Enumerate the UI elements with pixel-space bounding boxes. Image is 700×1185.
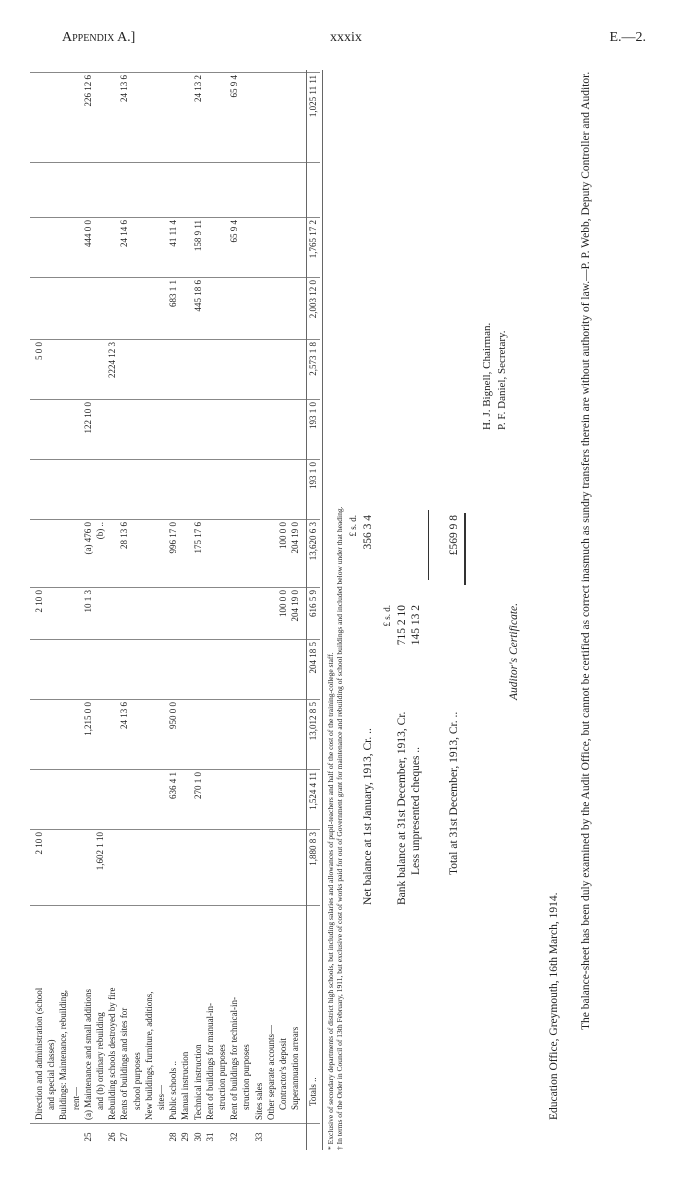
- amount-cell: 24 13 6: [119, 702, 130, 729]
- row-description: and (b) ordinary rebuilding: [95, 1012, 105, 1110]
- total-amount: 13,012 8 5: [308, 702, 319, 741]
- line-number: 28: [168, 1132, 179, 1142]
- ledger-table: [30, 70, 350, 1150]
- amount-cell: 1,602 1 10: [95, 832, 105, 871]
- amount-cell: 270 1 0: [192, 772, 203, 799]
- row-description: sites—: [156, 1084, 166, 1110]
- line-number: 26: [107, 1132, 118, 1142]
- row-description: struction purposes: [217, 1044, 227, 1110]
- table-row: [217, 70, 229, 1150]
- amount-cell: 24 14 6: [119, 220, 130, 247]
- amount-cell: 65 9 4: [229, 75, 240, 98]
- table-row: [180, 70, 192, 1150]
- line-number: 31: [204, 1132, 215, 1142]
- currency-header-1: £ s. d.: [348, 515, 358, 537]
- footnotes: [326, 70, 345, 1150]
- table-row: [229, 70, 241, 1150]
- amount-cell: 2 10 0: [34, 590, 44, 613]
- bank-balance-label: Bank balance at 31st December, 1913, Cr.: [396, 711, 408, 905]
- total-amount: 193 1 0: [308, 462, 319, 489]
- amount-cell: 204 19 0: [290, 590, 301, 622]
- amount-cell: 24 13 2: [192, 75, 203, 102]
- amount-cell: 158 9 11: [192, 220, 203, 252]
- amount-cell: 41 11 4: [168, 220, 179, 247]
- line-number: 33: [253, 1132, 264, 1142]
- total-amount: 1,880 8 3: [308, 832, 319, 866]
- amount-cell: 445 18 6: [192, 280, 203, 312]
- sum-rule: [428, 510, 429, 580]
- total-amount: 2,573 1 8: [308, 342, 319, 376]
- chairman-signature: H. J. Bignell, Chairman.: [481, 322, 493, 430]
- totals-label: Totals ..: [308, 1077, 319, 1106]
- table-row: [205, 70, 217, 1150]
- amount-cell: (a) 476 0: [82, 522, 93, 555]
- row-description: Other separate accounts—: [265, 1025, 276, 1120]
- amount-cell: 10 1 3: [82, 590, 93, 613]
- totals-bottom-rule: [322, 70, 323, 1150]
- total-balance-amount: £569 9 8: [448, 515, 460, 556]
- table-row: [132, 70, 144, 1150]
- balance-statement: [348, 445, 488, 905]
- table-row: [46, 70, 58, 1150]
- row-description: and special classes): [46, 1039, 57, 1110]
- amount-cell: 2 10 0: [34, 832, 44, 855]
- table-row: [156, 70, 168, 1150]
- line-number: 32: [229, 1132, 240, 1142]
- currency-header-2: £ s. d.: [382, 605, 392, 627]
- totals-top-rule: [306, 70, 307, 1150]
- net-balance-amount: 356 3 4: [362, 515, 374, 550]
- row-description: Direction and administration (school: [34, 987, 44, 1120]
- amount-cell: 28 13 6: [119, 522, 130, 549]
- auditor-certificate-title: Auditor's Certificate.: [508, 602, 520, 700]
- signature-block: [480, 323, 510, 430]
- row-description: rent—: [70, 1087, 81, 1110]
- audit-certificate-text: The balance-sheet has been duly examined by the Audit Office, but cannot be certified as correct inasmuch as sundry transfers therein are without authority of law.—P. P. Webb, Deputy Controller and Auditor.: [580, 71, 592, 1030]
- total-double-rule: [464, 513, 466, 585]
- amount-cell: 950 0 0: [168, 702, 179, 729]
- footnote-dagger: † In terms of the Order in Council of 13th February, 1911, but exclusive of cost of works paid for out of Government grant for maintenance and rebuilding of school buildings and included below under that heading.: [335, 506, 345, 1150]
- row-description: Rent of buildings for manual-in-: [204, 1003, 215, 1120]
- table-row: [241, 70, 253, 1150]
- total-amount: 1,025 11 11: [308, 75, 319, 118]
- amount-cell: 683 1 1: [168, 280, 179, 307]
- bank-balance-amount: 715 2 10: [396, 605, 408, 646]
- amount-cell: 444 0 0: [82, 220, 93, 247]
- table-row: [278, 70, 290, 1150]
- total-amount: 1,765 17 2: [308, 220, 319, 259]
- row-description: Buildings: Maintenance, rebuilding,: [58, 990, 69, 1120]
- table-row: [71, 70, 83, 1150]
- total-amount: 1,524 4 11: [308, 772, 319, 810]
- line-number: 29: [180, 1132, 191, 1142]
- unpresented-cheques-amount: 145 13 2: [410, 605, 422, 646]
- row-description: school purposes: [131, 1052, 142, 1110]
- table-row: [266, 70, 278, 1150]
- total-amount: 616 5 9: [308, 590, 319, 617]
- total-amount: 13,620 6 3: [308, 522, 319, 561]
- totals-row: [308, 70, 320, 1150]
- row-description: Rebuilding schools destroyed by fire: [107, 987, 118, 1120]
- rotated-page-body: [30, 70, 670, 1150]
- amount-cell: 996 17 0: [168, 522, 179, 554]
- table-row: [119, 70, 131, 1150]
- table-row: [107, 70, 119, 1150]
- row-description: Rent of buildings for technical-in-: [229, 997, 240, 1120]
- amount-cell: 2224 12 3: [107, 342, 118, 378]
- row-description: Rents of buildings and sites for: [119, 1007, 130, 1120]
- amount-cell: 175 17 6: [192, 522, 203, 554]
- line-number: 25: [82, 1132, 93, 1142]
- amount-cell: 5 0 0: [34, 342, 44, 360]
- row-description: Public schools ..: [168, 1060, 179, 1120]
- amount-cell: 100 0 0: [278, 522, 288, 549]
- row-description: (a) Maintenance and small additions: [82, 989, 93, 1120]
- row-description: Superannuation arrears: [290, 1026, 301, 1110]
- total-amount: 2,003 12 0: [308, 280, 319, 319]
- total-balance-label: Total at 31st December, 1913, Cr. ..: [448, 711, 460, 875]
- appendix-label: Appendix A.]: [62, 30, 136, 45]
- line-number: 30: [192, 1132, 203, 1142]
- row-description: New buildings, furniture, additions,: [143, 991, 154, 1120]
- row-description: Sites sales: [253, 1082, 264, 1120]
- amount-cell: 636 4 1: [168, 772, 179, 799]
- row-description: Contractor's deposit: [278, 1038, 288, 1110]
- table-row: [58, 70, 70, 1150]
- amount-cell: 122 10 0: [82, 402, 93, 434]
- table-row: [193, 70, 205, 1150]
- office-date-line: Education Office, Greymouth, 16th March, 1914.: [548, 892, 560, 1120]
- amount-cell: 226 12 6: [82, 75, 93, 107]
- total-amount: 193 1 0: [308, 402, 319, 429]
- document-reference: E.—2.: [609, 30, 646, 45]
- page-number: xxxix: [330, 30, 362, 45]
- secretary-signature: P. F. Daniel, Secretary.: [495, 330, 508, 430]
- amount-cell: 100 0 0: [278, 590, 288, 617]
- table-row: [290, 70, 302, 1150]
- row-description: struction purposes: [241, 1044, 252, 1110]
- table-row: [34, 70, 46, 1150]
- table-row: [254, 70, 266, 1150]
- line-number: 27: [119, 1132, 130, 1142]
- amount-cell: 204 19 0: [290, 522, 301, 554]
- row-description: Technical instruction: [192, 1044, 203, 1120]
- table-row: [95, 70, 107, 1150]
- total-amount: 204 18 5: [308, 642, 319, 674]
- net-balance-label: Net balance at 1st January, 1913, Cr. ..: [362, 728, 374, 905]
- table-row: [168, 70, 180, 1150]
- unpresented-cheques-label: Less unpresented cheques ..: [410, 746, 422, 875]
- amount-cell: 24 13 6: [119, 75, 130, 102]
- row-description: Manual instruction: [180, 1051, 191, 1120]
- table-row: [144, 70, 156, 1150]
- amount-cell: 65 9 4: [229, 220, 240, 243]
- footnote-star: * Exclusive of secondary departments of district high schools, but including salaries and allowances of pupil-teachers and half of the cost of the training-college staff.: [326, 652, 335, 1150]
- amount-cell: (b) ..: [95, 522, 105, 540]
- table-row: [83, 70, 95, 1150]
- amount-cell: 1,215 0 0: [82, 702, 93, 736]
